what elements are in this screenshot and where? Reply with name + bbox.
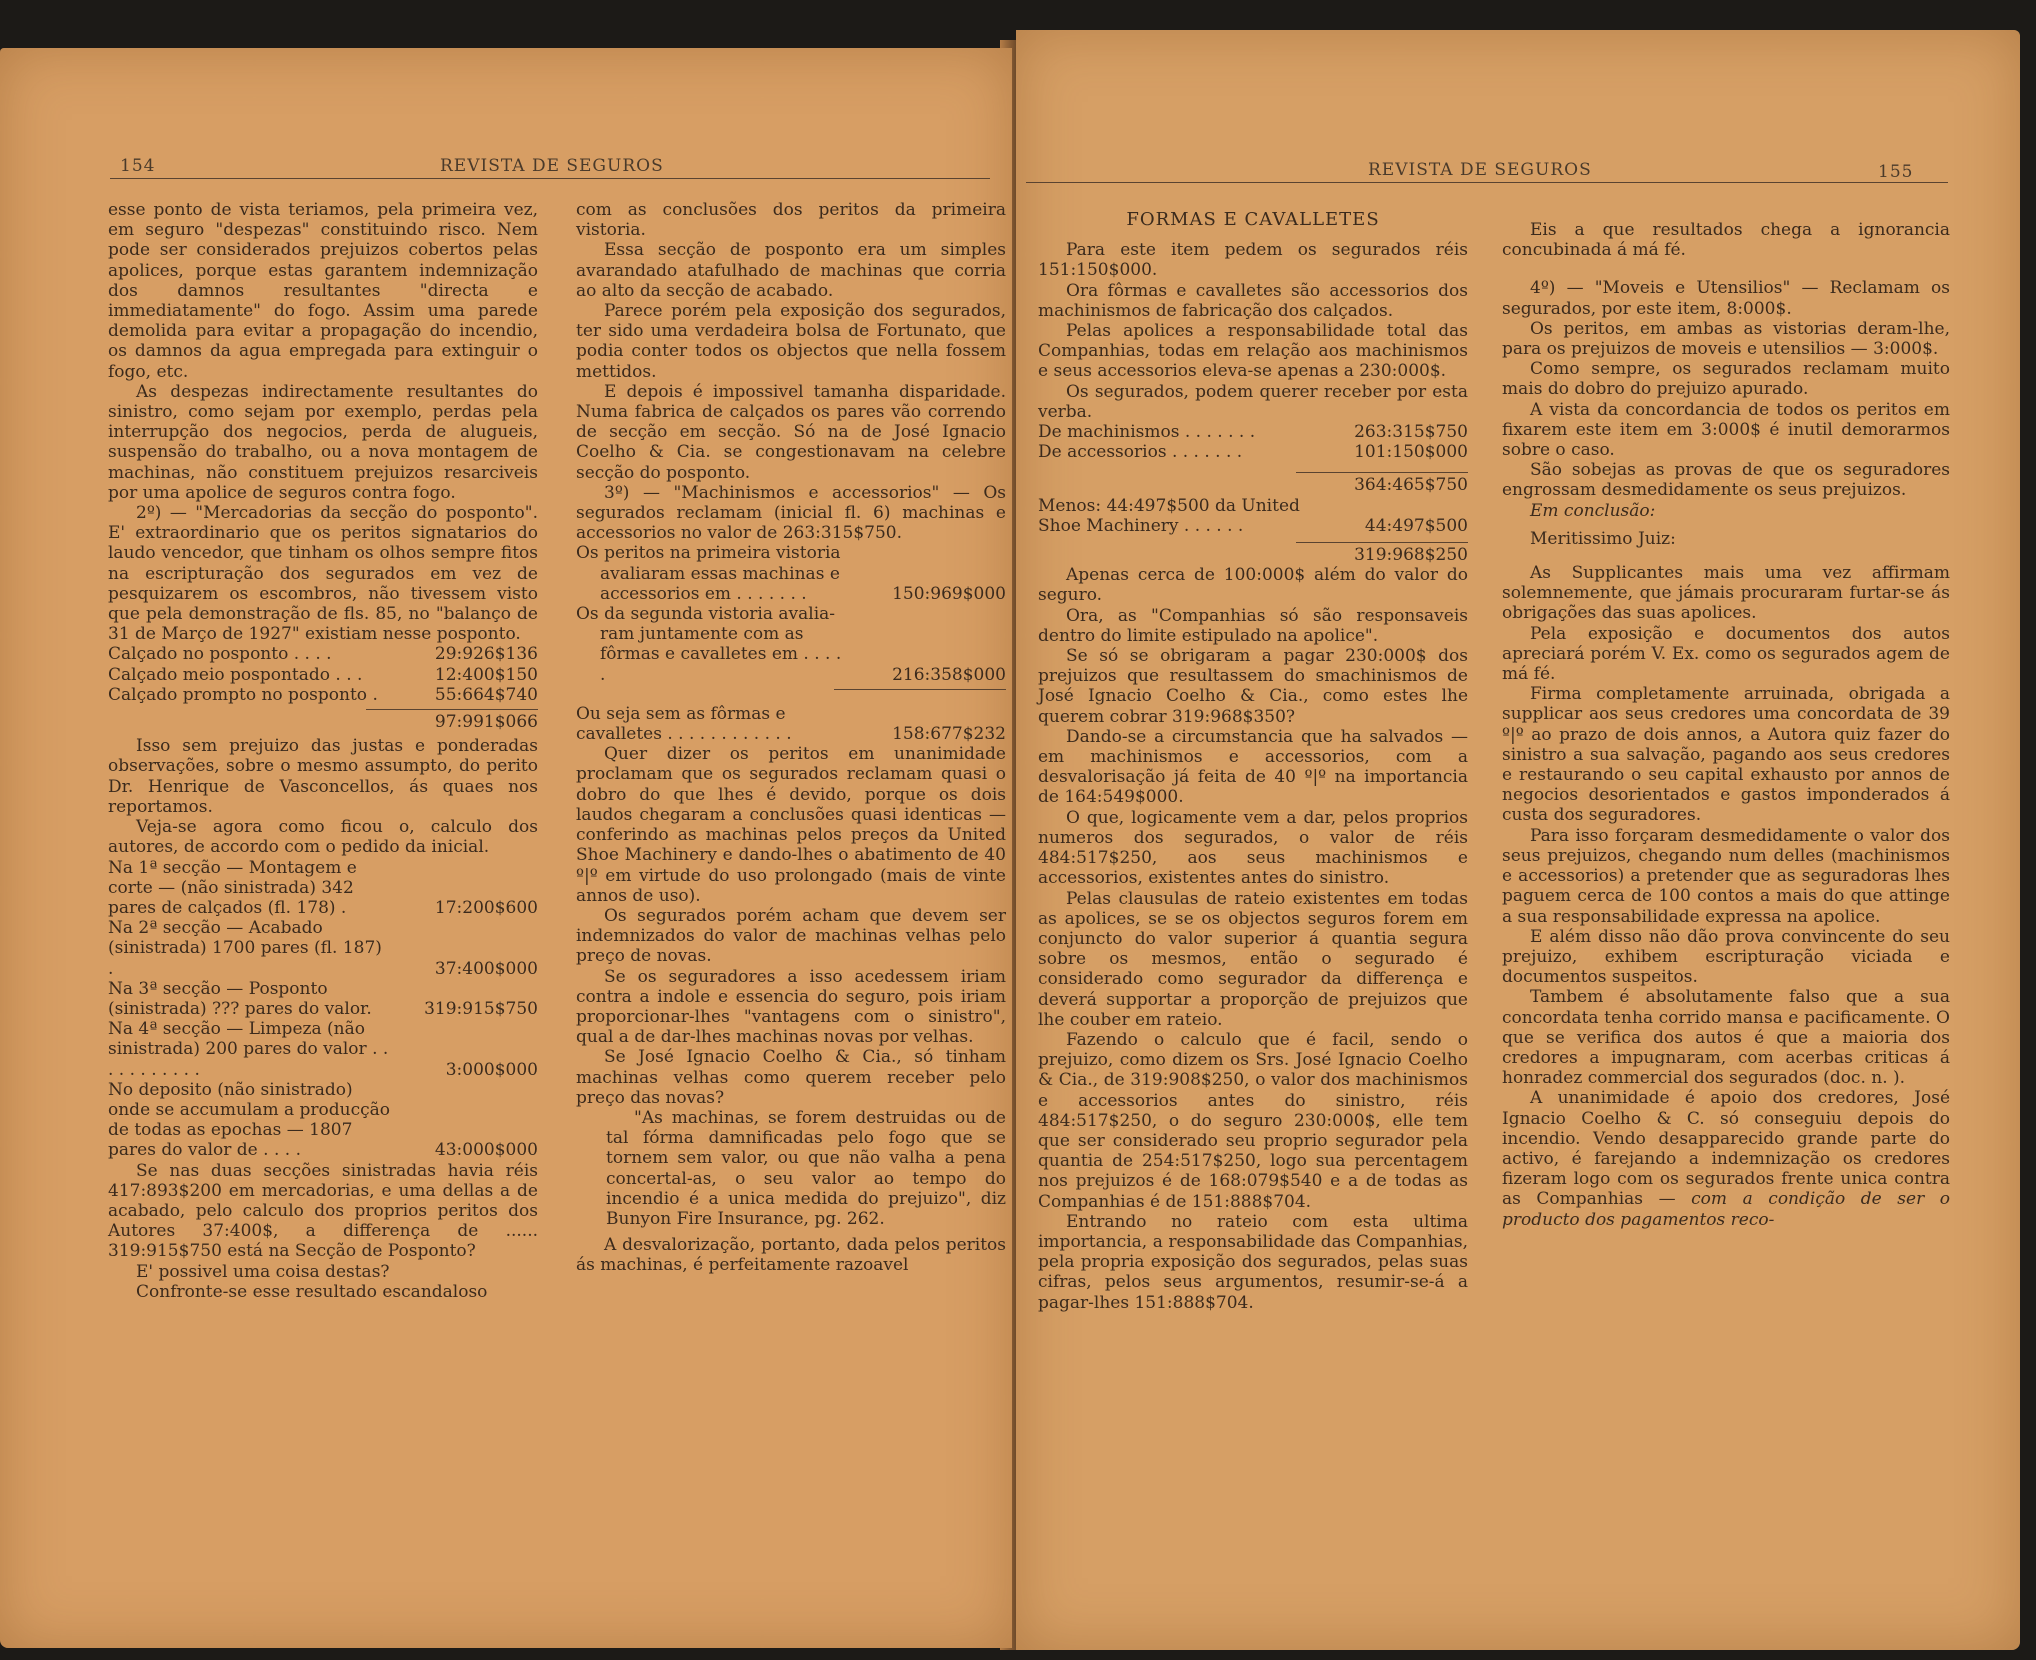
- right-page: [1016, 30, 2020, 1650]
- row-value: 158:677$232: [892, 724, 1006, 745]
- paragraph: Firma completamente arruinada, obrigada a supplicar aos seus credores uma concordata de 39 º|º ao prazo de dois annos, a Autora quiz fazer do sinistro a sua salvação, pagando aos seus credores e restaurando o seu capital exhausto por annos de negocios desorientados e gastos imponderados á custa dos seguradores.: [1502, 684, 1950, 826]
- paragraph: [1502, 1088, 1950, 1229]
- section-row: [108, 1080, 538, 1161]
- sum-rule: [366, 709, 538, 710]
- paragraph: Os peritos, em ambas as vistorias deram-lhe, para os prejuizos de moveis e utensilios — 3:000$.: [1502, 318, 1950, 360]
- paragraph: Os segurados, podem querer receber por esta verba.: [1038, 381, 1468, 422]
- section-value: 37:400$000: [434, 958, 538, 979]
- table-row: [576, 564, 1006, 604]
- paragraph: Se os seguradores a isso acedessem iriam contra a indole e essencia do seguro, pois iriam proporcionar-lhes "vantagens com o sinistro", qual a de dar-lhes machinas novas por velhas.: [576, 966, 1006, 1048]
- quotation: "As machinas, se forem destruidas ou de tal fórma damnificadas pelo fogo que se tornem sem valor, ou que não valha a pena concertal-as, o seu valor ao tempo do incendio é a unica medida do prejuizo", diz Bunyon Fire Insurance, pg. 262.: [606, 1107, 1006, 1229]
- paragraph: Apenas cerca de 100:000$ além do valor do seguro.: [1038, 565, 1468, 606]
- paragraph: Para este item pedem os segurados réis 151:150$000.: [1038, 240, 1468, 281]
- paragraph: Essa secção de posponto era um simples avarandado atafulhado de machinas que corria ao alto da secção de acabado.: [576, 240, 1006, 301]
- paragraph: Em conclusão:: [1530, 500, 1656, 521]
- row-value: 263:315$750: [1354, 422, 1468, 443]
- paragraph: Ora fôrmas e cavalletes são accessorios dos machinismos de fabricação dos calçados.: [1038, 280, 1468, 321]
- paragraph: Ora, as "Companhias só são responsaveis dentro do limite estipulado na apolice".: [1038, 605, 1468, 646]
- table-row: [1038, 442, 1468, 462]
- row-label: De machinismos . . . . . . .: [1038, 422, 1256, 443]
- paragraph: Tambem é absolutamente falso que a sua concordata tenha corrido mansa e pacificamente. O que se verifica dos autos é que a maioria dos credores a impugnaram, com acerbas criticas á honradez commercial dos segurados (doc. n. ).: [1502, 987, 1950, 1089]
- table-row: [108, 665, 538, 685]
- paragraph: Para isso forçaram desmedidamente o valor dos seus prejuizos, chegando num delles (machinismos e accessorios) a pretender que as seguradoras lhes paguem cerca de 100 contos a mais do que attinge a sua responsabilidade expressa na apolice.: [1502, 825, 1950, 927]
- paragraph: Meritissimo Juiz:: [1530, 528, 1676, 549]
- right-column-1: [1038, 210, 1468, 1313]
- page-number-left: 154: [120, 156, 156, 176]
- section-row: [108, 858, 538, 919]
- paragraph: Os da segunda vistoria avalia-: [576, 604, 836, 625]
- section-label: Na 2ª secção — Acabado (sinistrada) 1700 pares (fl. 187) .: [108, 918, 382, 979]
- paragraph: Como sempre, os segurados reclamam muito mais do dobro do prejuizo apurado.: [1502, 359, 1950, 400]
- right-column-2: [1502, 220, 1950, 1230]
- row-label: Menos: 44:497$500 da United Shoe Machinery . . . . . .: [1038, 495, 1300, 536]
- subtotal-value: 364:465$750: [1354, 475, 1468, 496]
- section-value: 319:915$750: [424, 998, 538, 1019]
- running-head-right: REVISTA DE SEGUROS: [1368, 160, 1592, 180]
- section-row: [108, 1019, 538, 1080]
- sum-rule: [834, 689, 1006, 690]
- paragraph: Veja-se agora como ficou o, calculo dos autores, de accordo com o pedido da inicial.: [108, 817, 538, 858]
- total-row: [108, 712, 538, 732]
- paragraph-text: A unanimidade é apoio dos credores, José Ignacio Coelho & C. só conseguiu depois do incendio. Vendo desapparecido grande parte do activo, é farejando a indemnização os credores fizeram logo com os segurados frente unica contra as Companhias —: [1502, 1088, 1950, 1210]
- subtotal-row: [1038, 475, 1468, 495]
- paragraph: Os peritos na primeira vistoria: [576, 543, 841, 564]
- paragraph: Se José Ignacio Coelho & Cia., só tinham machinas velhas como querem receber pelo preço das novas?: [576, 1047, 1006, 1108]
- paragraph: A desvalorização, portanto, dada pelos peritos ás machinas, é perfeitamente razoavel: [576, 1235, 1006, 1276]
- table-row: [576, 624, 1006, 685]
- left-column-2: [576, 200, 1006, 1276]
- paragraph: Pelas apolices a responsabilidade total das Companhias, todas em relação aos machinismos e seus accessorios eleva-se apenas a 230:000$.: [1038, 321, 1468, 382]
- paragraph: Parece porém pela exposição dos segurados, ter sido uma verdadeira bolsa de Fortunato, que podia conter todos os objectos que nella fossem mettidos.: [576, 301, 1006, 382]
- total-row: [1038, 545, 1468, 565]
- section-row: [108, 918, 538, 979]
- section-label: Na 4ª secção — Limpeza (não sinistrada) 200 pares do valor . . . . . . . . . . .: [108, 1019, 389, 1080]
- total-value: 319:968$250: [1354, 545, 1468, 566]
- row-value: 101:150$000: [1354, 442, 1468, 463]
- row-value: 55:664$740: [434, 684, 538, 705]
- sum-rule: [1296, 472, 1468, 473]
- table-row: [576, 704, 1006, 744]
- left-column-1: [108, 200, 538, 1302]
- section-value: 43:000$000: [434, 1140, 538, 1161]
- total-value: 97:991$066: [434, 712, 538, 733]
- paragraph: Isso sem prejuizo das justas e ponderadas observações, sobre o mesmo assumpto, do perito Dr. Henrique de Vasconcellos, ás quaes nos reportamos.: [108, 736, 538, 817]
- section-label: Na 3ª secção — Posponto (sinistrada) ??? pares do valor.: [108, 978, 372, 1019]
- paragraph: As Supplicantes mais uma vez affirmam solemnemente, que jámais procuraram furtar-se ás obrigações das suas apolices.: [1502, 563, 1950, 624]
- row-value: 216:358$000: [892, 664, 1006, 685]
- table-row: [108, 685, 538, 705]
- section-value: 17:200$600: [434, 897, 538, 918]
- paragraph: Quer dizer os peritos em unanimidade proclamam que os segurados reclamam quasi o dobro do que lhes é devido, porque os dois laudos chegaram a conclusões quasi identicas — conferindo as machinas pelos preços da United Shoe Machinery e dando-lhes o abatimento de 40 º|º em virtude do uso prolongado (mais de vinte annos de uso).: [576, 744, 1006, 906]
- paragraph: Se só se obrigaram a pagar 230:000$ dos prejuizos que resultassem do smachinismos de José Ignacio Coelho & Cia., como estes lhe querem cobrar 319:968$350?: [1038, 646, 1468, 727]
- sum-rule: [1296, 542, 1468, 543]
- paragraph: Se nas duas secções sinistradas havia réis 417:893$200 em mercadorias, e uma dellas a de acabado, pelo calculo dos proprios peritos dos Autores 37:400$, a differença de ...... 319:915$750 está na Secção de Posponto?: [108, 1160, 538, 1262]
- section-value: 3:000$000: [445, 1059, 538, 1080]
- paragraph: E' possivel uma coisa destas?: [136, 1261, 390, 1282]
- row-label: ram juntamente com as fôrmas e cavalletes em . . . . .: [600, 624, 842, 685]
- paragraph: O que, logicamente vem a dar, pelos proprios numeros dos segurados, o valor de réis 484:517$250, aos seus machinismos e accessorios, existentes antes do sinistro.: [1038, 807, 1468, 889]
- table-row: [1038, 496, 1468, 536]
- header-rule-left: [110, 178, 990, 179]
- paragraph: Entrando no rateio com esta ultima importancia, a responsabilidade das Companhias, pela propria exposição dos segurados, pelas suas cifras, pelos seus argumentos, resumir-se-á a pagar-lhes 151:888$704.: [1038, 1211, 1468, 1313]
- paragraph: Confronte-se esse resultado escandaloso: [136, 1281, 488, 1302]
- row-label: Calçado no posponto . . . .: [108, 644, 332, 665]
- paragraph: Dando-se a circumstancia que ha salvados — em machinismos e accessorios, com a desvalorisação já feita de 40 º|º na importancia de 164:549$000.: [1038, 726, 1468, 808]
- table-row: [108, 644, 538, 664]
- paragraph: São sobejas as provas de que os seguradores engrossam desmedidamente os seus prejuizos.: [1502, 460, 1950, 501]
- paragraph: E depois é impossivel tamanha disparidade. Numa fabrica de calçados os pares vão correndo de secção em secção. Só na de José Ignacio Coelho & Cia. se congestionavam na celebre secção do posponto.: [576, 381, 1006, 483]
- section-label: No deposito (não sinistrado) onde se accumulam a producção de todas as epochas — 1807 pares do valor de . . . .: [108, 1079, 391, 1161]
- paragraph: E além disso não dão prova convincente do seu prejuizo, exhibem escripturação viciada e documentos suspeitos.: [1502, 926, 1950, 988]
- table-row: [1038, 422, 1468, 442]
- header-rule-right: [1026, 182, 1948, 183]
- paragraph-italic: com a condição de ser o producto dos pagamentos reco-: [1502, 1189, 1951, 1230]
- row-value: 12:400$150: [434, 664, 538, 685]
- row-label: De accessorios . . . . . . .: [1038, 442, 1243, 463]
- row-value: 44:497$500: [1364, 515, 1468, 536]
- page-number-right: 155: [1878, 162, 1914, 182]
- paragraph: A vista da concordancia de todos os peritos em fixarem este item em 3:000$ é inutil demorarmos sobre o caso.: [1502, 399, 1950, 461]
- row-label: avaliaram essas machinas e accessorios em . . . . . . .: [600, 563, 840, 604]
- paragraph: Pela exposição e documentos dos autos apreciará porém V. Ex. como os segurados agem de má fé.: [1502, 623, 1950, 685]
- section-label: Na 1ª secção — Montagem e corte — (não sinistrada) 342 pares de calçados (fl. 178) .: [108, 857, 357, 918]
- paragraph: esse ponto de vista teriamos, pela primeira vez, em seguro "despezas" constituindo risco. Nem pode ser considerados prejuizos cobertos pelas apolices, porque estas garantem indemnização dos damnos resultantes "directa e immediatamente" do fogo. Assim uma parede demolida para evitar a propagação do incendio, os damnos da agua empregada para extinguir o fogo, etc.: [108, 200, 538, 382]
- paragraph: Eis a que resultados chega a ignorancia concubinada á má fé.: [1502, 220, 1950, 261]
- paragraph: Pelas clausulas de rateio existentes em todas as apolices, se se os objectos seguros forem em conjuncto do valor superior á quantia segura sobre os mesmos, então o segurado é considerado como segurador da differença e deverá supportar a proporção de prejuizos que lhe couber em rateio.: [1038, 888, 1468, 1030]
- paragraph: 4º) — "Moveis e Utensilios" — Reclamam os segurados, por este item, 8:000$.: [1502, 278, 1950, 319]
- running-head-left: REVISTA DE SEGUROS: [440, 156, 664, 176]
- row-value: 150:969$000: [892, 583, 1006, 604]
- paragraph: Os segurados porém acham que devem ser indemnizados do valor de machinas velhas pelo preço de novas.: [576, 905, 1006, 967]
- row-value: 29:926$136: [434, 644, 538, 665]
- paragraph: 3º) — "Machinismos e accessorios" — Os segurados reclamam (inicial fl. 6) machinas e accessorios no valor de 263:315$750.: [576, 482, 1006, 544]
- paragraph: Fazendo o calculo que é facil, sendo o prejuizo, como dizem os Srs. José Ignacio Coelho & Cia., de 319:908$250, o valor dos machinismos e accessorios antes do sinistro, réis 484:517$250, o do seguro 230:000$, elle tem que ser considerado seu proprio segurador pela quantia de 254:517$250, logo sua percentagem nos prejuizos é de 168:079$540 e a de todas as Companhias é de 151:888$704.: [1038, 1029, 1468, 1212]
- section-row: [108, 979, 538, 1019]
- paragraph: 2º) — "Mercadorias da secção do posponto". E' extraordinario que os peritos signatarios do laudo vencedor, que tinham os olhos sempre fitos na escripturação dos segurados em vez de pesquizarem os escombros, não tivessem visto que pela demonstração de fls. 85, no "balanço de 31 de Março de 1927" existiam nesse posponto.: [108, 503, 538, 645]
- paragraph: com as conclusões dos peritos da primeira vistoria.: [576, 200, 1006, 241]
- row-label: Calçado prompto no posponto .: [108, 684, 378, 705]
- row-label: Ou seja sem as fôrmas e cavalletes . . . . . . . . . . . .: [576, 703, 792, 745]
- row-label: Calçado meio pospontado . . .: [108, 664, 363, 685]
- left-page: [0, 48, 1012, 1648]
- paragraph: As despezas indirectamente resultantes do sinistro, como sejam por exemplo, perdas pela interrupção dos negocios, perda de alugueis, suspensão do trabalho, ou a nova montagem de machinas, não constituem prejuizos resarciveis por uma apolice de seguros contra fogo.: [108, 381, 538, 503]
- section-title: FORMAS E CAVALLETES: [1126, 209, 1380, 230]
